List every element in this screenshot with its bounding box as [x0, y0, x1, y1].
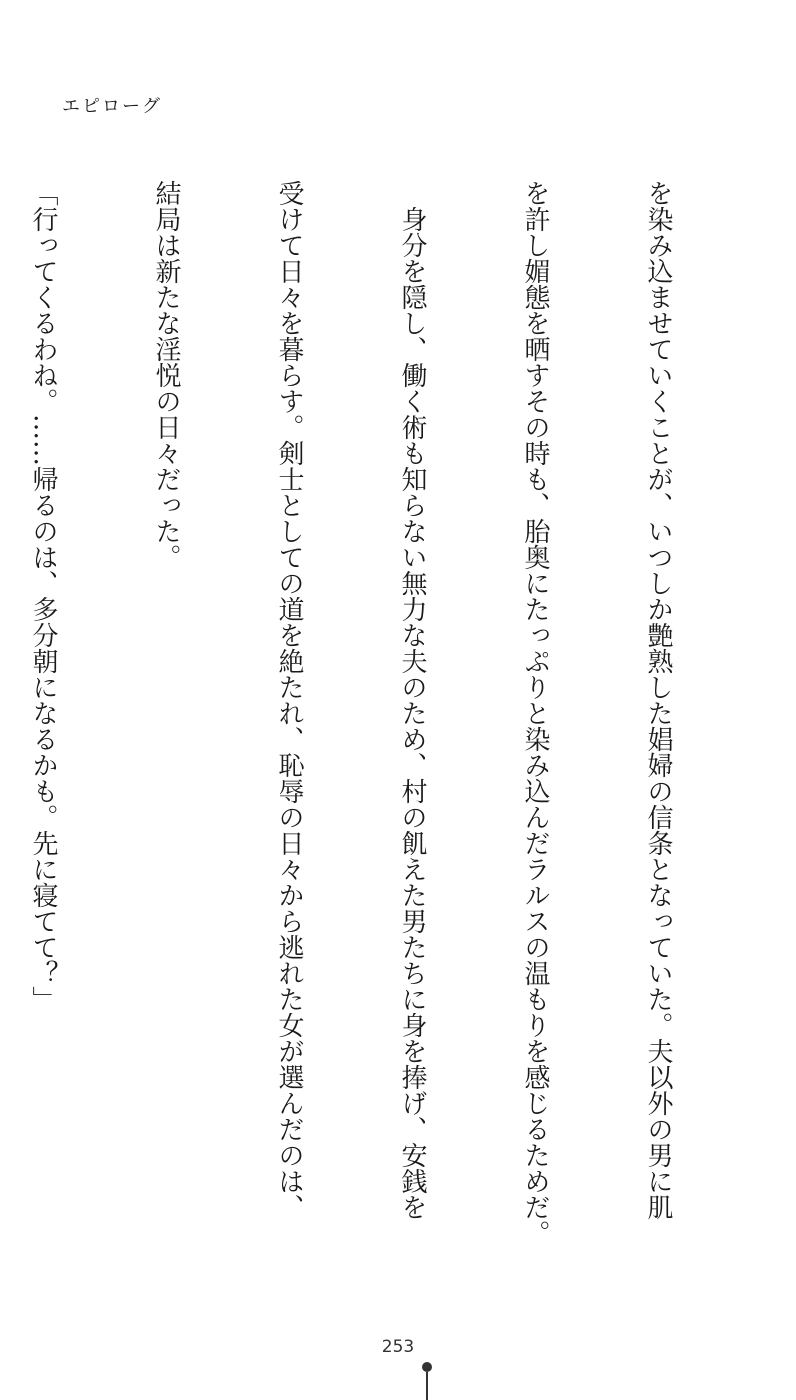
folio-line-ornament: [426, 1372, 428, 1400]
chapter-header: エピローグ: [62, 96, 162, 117]
text-line: 結局は新たな淫悦の日々だった。: [151, 180, 181, 570]
text-line: を許し媚態を晒すその時も、胎奥にたっぷりと染み込んだラルスの温もりを感じるためだ。: [520, 180, 550, 1246]
text-line: 「行ってくるわね。……帰るのは、多分朝になるかも。先に寝てて？」: [28, 180, 58, 1012]
text-line: 受けて日々を暮らす。剣士としての道を絶たれ、恥辱の日々から逃れた女が選んだのは、: [274, 180, 304, 1220]
text-line: を染み込ませていくことが、いつしか艶熟した娼婦の信条となっていた。夫以外の男に肌: [643, 180, 673, 1220]
page-number: 253: [381, 1337, 415, 1357]
text-line: 身分を隠し、働く術も知らない無力な夫のため、村の飢えた男たちに身を捧げ、安銭を: [397, 180, 427, 1220]
body-text: [28, 180, 760, 1300]
folio-dot-ornament: [422, 1362, 432, 1372]
